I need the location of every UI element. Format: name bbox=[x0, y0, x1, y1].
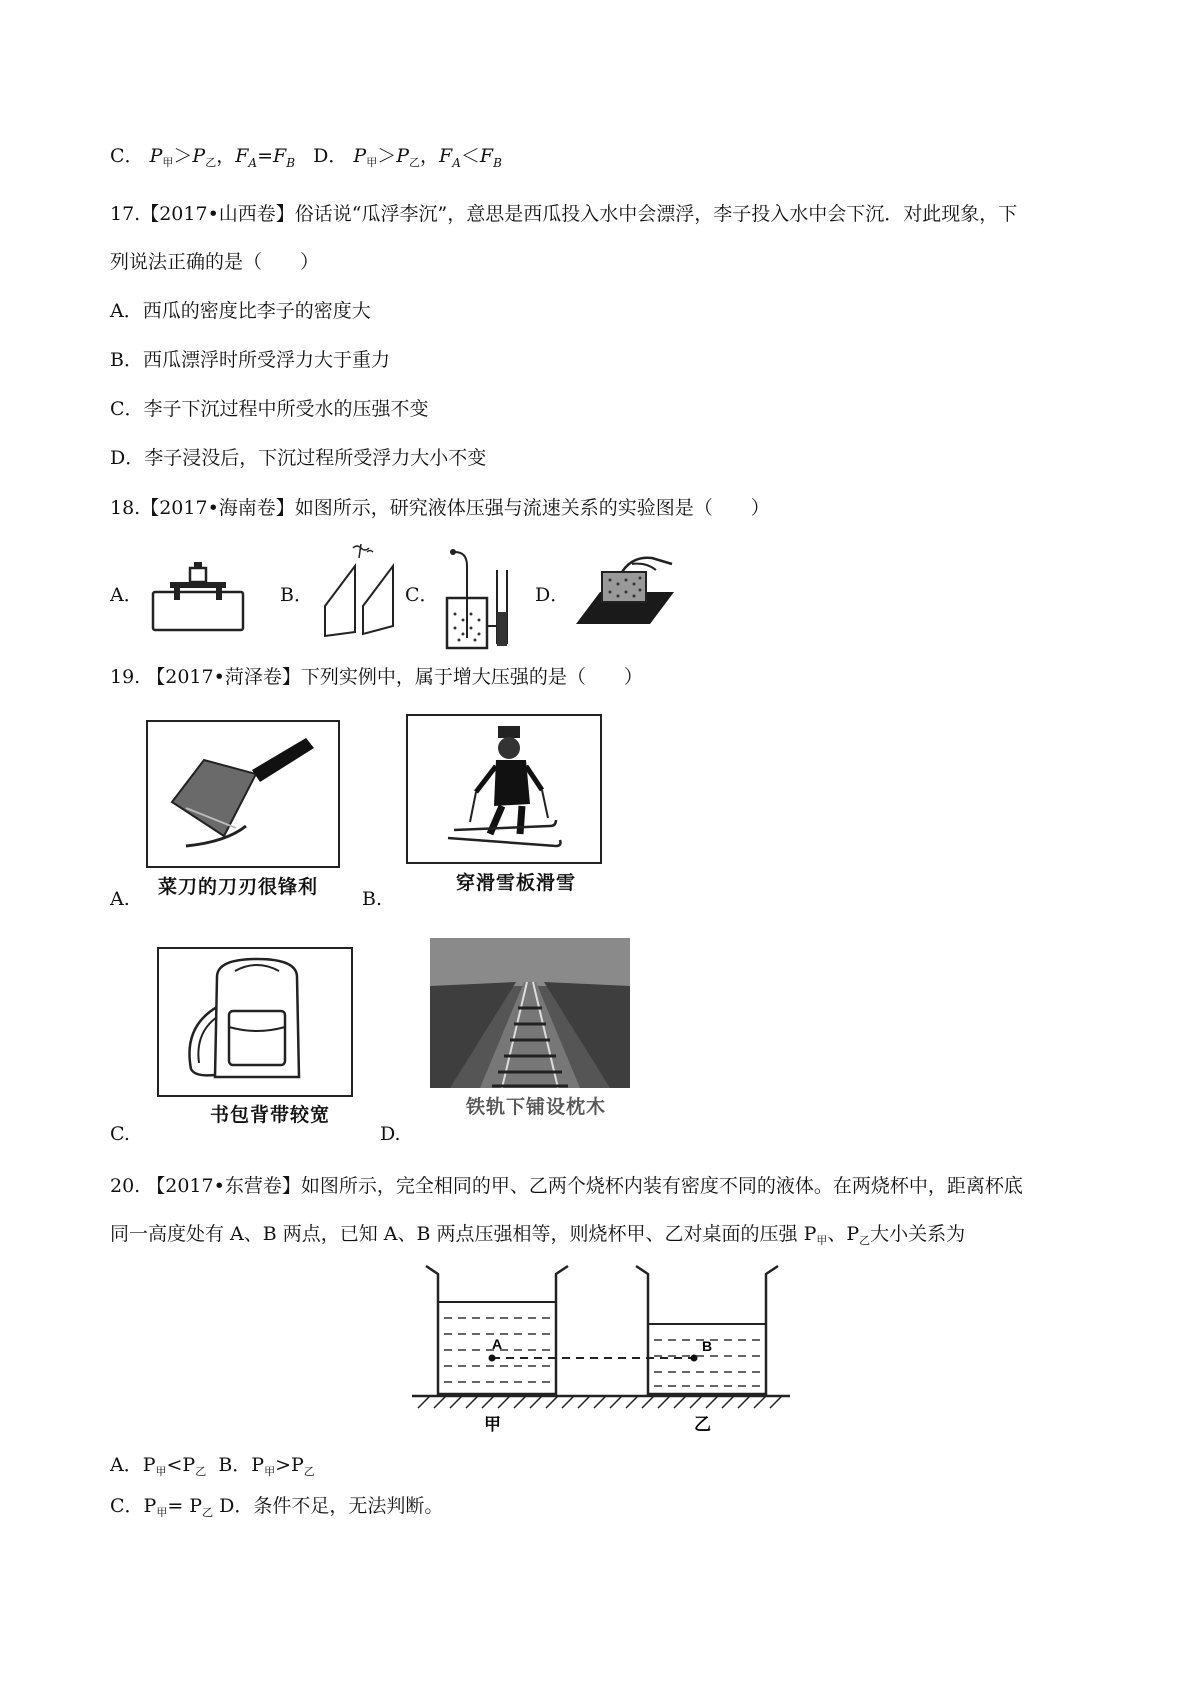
q19-caption-a: 菜刀的刀刃很锋利 bbox=[158, 876, 319, 898]
q19-figure-a-cleaver-icon bbox=[146, 720, 340, 868]
force-symbol: F bbox=[439, 145, 453, 167]
force-symbol: F bbox=[479, 145, 494, 167]
subscript-b: B bbox=[493, 156, 502, 170]
q19-option-c-label: C. bbox=[110, 1123, 130, 1145]
point-b bbox=[691, 1355, 698, 1362]
q18-option-b-label: B． bbox=[280, 584, 313, 606]
relation-symbol: ＜ bbox=[460, 145, 480, 167]
beaker-jia-label: 甲 bbox=[484, 1415, 501, 1435]
q20-stem-line2: 同一高度处有 A、B 两点，已知 A、B 两点压强相等，则烧杯甲、乙对桌面的压强 $P_甲$、$P_乙$大小关系为 bbox=[110, 1223, 966, 1247]
q20-stem-line1: 20. 【2017•东营卷】如图所示，完全相同的甲、乙两个烧杯内装有密度不同的液体。在两烧杯中，距离杯底 bbox=[110, 1175, 1023, 1197]
q20-options-row1: A．$P_甲<P_乙$ B．$P_甲>P_乙$ bbox=[110, 1454, 315, 1478]
q19-option-d-label: D. bbox=[380, 1123, 401, 1145]
q20-option-a: A．P bbox=[110, 1454, 156, 1476]
option-d-label: D． bbox=[313, 145, 348, 167]
subscript-a: A bbox=[452, 156, 461, 170]
point-b-label: B bbox=[702, 1338, 713, 1354]
q19-stem: 19. 【2017•菏泽卷】下列实例中，属于增大压强的是（ ） bbox=[110, 666, 643, 688]
point-a-label: A bbox=[492, 1336, 503, 1352]
q19-caption-b: 穿滑雪板滑雪 bbox=[456, 872, 577, 894]
q20-option-c: C．P bbox=[110, 1495, 157, 1517]
q18-option-d-label: D． bbox=[535, 584, 570, 606]
subscript-jia: 甲 bbox=[162, 156, 174, 169]
relation-symbol: ＞ bbox=[173, 145, 193, 167]
q19-figure-b-skier-icon bbox=[406, 714, 602, 864]
relation-symbol: ＞ bbox=[377, 145, 397, 167]
q19-option-a-label: A. bbox=[110, 888, 130, 910]
point-a bbox=[489, 1355, 496, 1362]
q17-option-a: A．西瓜的密度比李子的密度大 bbox=[110, 300, 371, 322]
pressure-symbol: P bbox=[353, 145, 367, 167]
separator: ， bbox=[216, 145, 236, 167]
q17-option-d: D．李子浸没后，下沉过程所受浮力大小不变 bbox=[110, 447, 487, 469]
beaker-yi-label: 乙 bbox=[694, 1415, 711, 1435]
subscript-jia: 甲 bbox=[366, 156, 378, 169]
subscript-jia: 甲 bbox=[816, 1234, 828, 1247]
q18-option-a-label: A． bbox=[110, 584, 143, 606]
q17-option-c: C．李子下沉过程中所受水的压强不变 bbox=[110, 398, 429, 420]
q18-figure-d-hand-sponge-icon bbox=[572, 554, 678, 630]
q20-beakers-figure bbox=[412, 1262, 790, 1435]
subscript-yi: 乙 bbox=[409, 156, 421, 169]
q17-stem-line2: 列说法正确的是（ ） bbox=[110, 251, 320, 273]
q19-caption-c: 书包背带较宽 bbox=[210, 1104, 331, 1126]
force-symbol: F bbox=[273, 145, 287, 167]
q20-options-row2: C．$P_甲= P_乙$ D．条件不足，无法判断。 bbox=[110, 1495, 444, 1519]
beaker-jia-outline bbox=[426, 1266, 568, 1394]
q19-caption-d: 铁轨下铺设枕木 bbox=[466, 1096, 607, 1118]
option-c-label: C． bbox=[110, 145, 144, 167]
separator: ， bbox=[420, 145, 440, 167]
pressure-symbol: P bbox=[192, 145, 206, 167]
prev-question-options bbox=[110, 147, 502, 169]
beaker-yi-outline bbox=[636, 1266, 778, 1394]
force-symbol: F bbox=[235, 145, 249, 167]
subscript-yi: 乙 bbox=[859, 1234, 871, 1247]
pressure-symbol: P bbox=[396, 145, 410, 167]
q18-figure-a-sponge-stool-icon bbox=[150, 558, 246, 634]
q18-figure-c-u-tube-icon bbox=[443, 540, 517, 652]
q19-figure-c-backpack-icon bbox=[157, 947, 353, 1097]
subscript-a: A bbox=[248, 156, 258, 170]
relation-symbol: = bbox=[257, 145, 273, 167]
q17-option-b: B．西瓜漂浮时所受浮力大于重力 bbox=[110, 349, 390, 371]
subscript-b: B bbox=[286, 156, 296, 170]
q20-option-b: B．P bbox=[218, 1454, 265, 1476]
q18-stem: 18.【2017•海南卷】如图所示，研究液体压强与流速关系的实验图是（ ） bbox=[110, 497, 770, 519]
pressure-symbol: P bbox=[149, 145, 163, 167]
q18-option-c-label: C． bbox=[405, 584, 439, 606]
subscript-yi: 乙 bbox=[205, 156, 217, 169]
q18-figure-b-paper-sheets-icon bbox=[315, 544, 401, 636]
q19-option-b-label: B. bbox=[362, 888, 383, 910]
q20-option-d: D．条件不足，无法判断。 bbox=[219, 1495, 444, 1517]
q19-figure-d-railway-track-icon bbox=[430, 938, 630, 1088]
q17-stem-line1: 17.【2017•山西卷】俗话说“瓜浮李沉”，意思是西瓜投入水中会漂浮，李子投入水中会下沉．对此现象，下 bbox=[110, 203, 1018, 225]
table-hatching bbox=[418, 1396, 782, 1408]
